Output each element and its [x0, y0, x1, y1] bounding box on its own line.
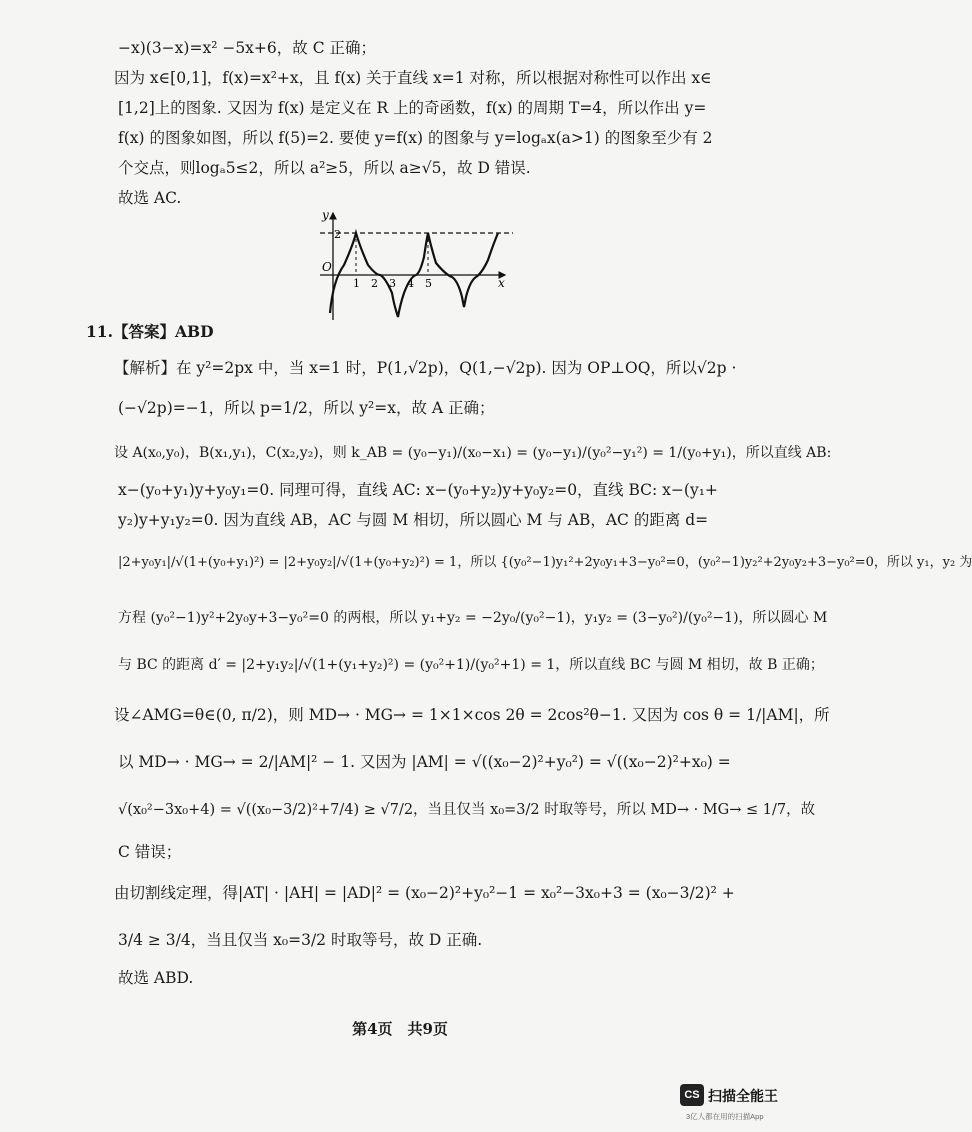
text-line: 设 A(x₀,y₀)，B(x₁,y₁)，C(x₂,y₂)，则 k_AB = (y₀−y₁)/(x₀−x₁) = (y₀−y₁)/(y₀²−y₁²) = 1/(y₀+y₁)，所以直线 AB:	[114, 445, 832, 461]
function-graph	[300, 205, 520, 325]
text-line: 因为 x∈[0,1]，f(x)=x²+x，且 f(x) 关于直线 x=1 对称，所以根据对称性可以作出 x∈	[114, 69, 712, 87]
y-tick-label: 2	[334, 228, 341, 241]
x-tick-label: 3	[389, 277, 396, 290]
x-axis-label: x	[498, 276, 505, 290]
camscanner-watermark	[680, 1084, 792, 1124]
text-line: 方程 (y₀²−1)y²+2y₀y+3−y₀²=0 的两根，所以 y₁+y₂ = −2y₀/(y₀²−1)，y₁y₂ = (3−y₀²)/(y₀²−1)，所以圆心 M	[118, 610, 828, 626]
x-tick-label: 2	[371, 277, 378, 290]
cs-logo-icon: CS	[680, 1084, 704, 1106]
x-tick-label: 1	[353, 277, 360, 290]
text-line: |2+y₀y₁|/√(1+(y₀+y₁)²) = |2+y₀y₂|/√(1+(y₀+y₂)²) = 1，所以 {(y₀²−1)y₁²+2y₀y₁+3−y₀²=0，(y₀²−1)y₂²+2y₀y₂+3−y₀²=0，所以 y₁，y₂ 为	[118, 555, 972, 570]
text-line: 与 BC 的距离 d′ = |2+y₁y₂|/√(1+(y₁+y₂)²) = (y₀²+1)/(y₀²+1) = 1，所以直线 BC 与圆 M 相切，故 B 正确；	[118, 657, 824, 673]
text-line: −x)(3−x)=x² −5x+6，故 C 正确；	[118, 39, 376, 57]
text-line: 【解析】在 y²=2px 中，当 x=1 时，P(1,√2p)，Q(1,−√2p). 因为 OP⊥OQ，所以√2p ·	[114, 359, 737, 377]
text-line: √(x₀²−3x₀+4) = √((x₀−3/2)²+7/4) ≥ √7/2，当且仅当 x₀=3/2 时取等号，所以 MD→ · MG→ ≤ 1/7，故	[118, 802, 816, 818]
text-line: 故选 AC.	[118, 189, 182, 207]
x-tick-label: 4	[407, 277, 414, 290]
page-number: 第4页 共9页	[352, 1020, 448, 1038]
watermark-tagline: 3亿人都在用的扫描App	[686, 1112, 764, 1121]
x-tick-label: 5	[425, 277, 432, 290]
origin-label: O	[322, 260, 332, 274]
text-line: 以 MD→ · MG→ = 2/|AM|² − 1. 又因为 |AM| = √((x₀−2)²+y₀²) = √((x₀−2)²+x₀) =	[118, 753, 731, 771]
text-line: 3/4 ≥ 3/4，当且仅当 x₀=3/2 时取等号，故 D 正确.	[118, 931, 483, 949]
text-line: C 错误；	[118, 843, 182, 861]
text-line: (−√2p)=−1，所以 p=1/2，所以 y²=x，故 A 正确；	[118, 399, 495, 417]
text-line: [1,2]上的图象. 又因为 f(x) 是定义在 R 上的奇函数，f(x) 的周期 T=4，所以作出 y=	[118, 99, 707, 117]
text-line: y₂)y+y₁y₂=0. 因为直线 AB，AC 与圆 M 相切，所以圆心 M 与 AB，AC 的距离 d=	[118, 511, 709, 529]
text-line: x−(y₀+y₁)y+y₀y₁=0. 同理可得，直线 AC: x−(y₀+y₂)y+y₀y₂=0，直线 BC: x−(y₁+	[118, 481, 718, 499]
answer-heading: 11.【答案】ABD	[86, 322, 214, 341]
text-line: f(x) 的图象如图，所以 f(5)=2. 要使 y=f(x) 的图象与 y=logₐx(a>1) 的图象至少有 2	[118, 129, 713, 147]
y-axis-label: y	[322, 208, 329, 222]
text-line: 设∠AMG=θ∈(0, π/2)，则 MD→ · MG→ = 1×1×cos 2θ = 2cos²θ−1. 又因为 cos θ = 1/|AM|，所	[114, 706, 830, 724]
text-line: 个交点，则logₐ5≤2，所以 a²≥5，所以 a≥√5，故 D 错误.	[118, 159, 531, 177]
watermark-name: 扫描全能王	[708, 1088, 778, 1104]
text-line: 由切割线定理，得|AT| · |AH| = |AD|² = (x₀−2)²+y₀²−1 = x₀²−3x₀+3 = (x₀−3/2)² +	[114, 884, 735, 902]
text-line: 故选 ABD.	[118, 969, 194, 987]
